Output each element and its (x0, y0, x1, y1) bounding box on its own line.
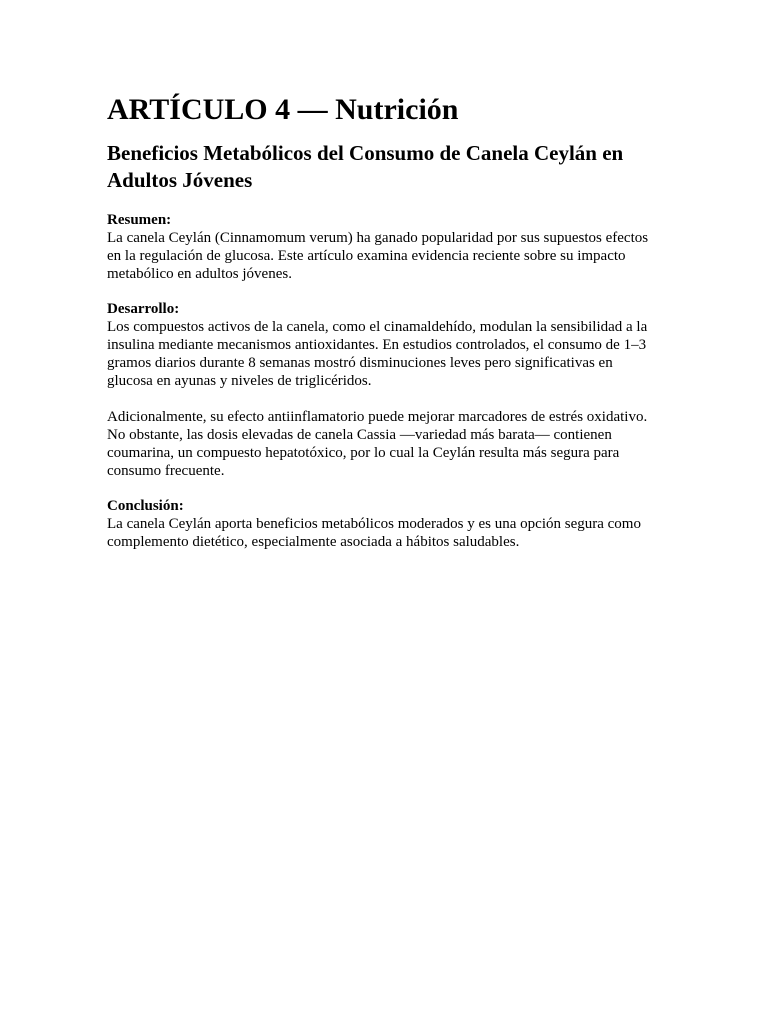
resumen-paragraph: La canela Ceylán (Cinnamomum verum) ha ganado popularidad por sus supuestos efectos en la regulación de glucosa. Este artículo examina evidencia reciente sobre su impacto metabólico en adultos jóvenes. (107, 230, 649, 282)
section-resumen (107, 211, 659, 283)
desarrollo-paragraph-2: Adicionalmente, su efecto antiinflamatorio puede mejorar marcadores de estrés oxidativo. No obstante, las dosis elevadas de canela Cassia —variedad más barata— contienen coumarina, un compuesto hepatotóxico, por lo cual la Ceylán resulta más segura para consumo frecuente. (107, 409, 648, 479)
conclusion-paragraph: La canela Ceylán aporta beneficios metabólicos moderados y es una opción segura como complemento dietético, especialmente asociada a hábitos saludables. (107, 516, 641, 550)
section-heading-desarrollo: Desarrollo: (107, 301, 180, 317)
section-desarrollo (107, 300, 659, 480)
section-heading-conclusion: Conclusión: (107, 498, 184, 514)
document-page (107, 92, 659, 551)
section-heading-resumen: Resumen: (107, 212, 172, 228)
desarrollo-paragraph-1: Los compuestos activos de la canela, como el cinamaldehído, modulan la sensibilidad a la insulina mediante mecanismos antioxidantes. En estudios controlados, el consumo de 1–3 gramos diarios durante 8 semanas mostró disminuciones leves pero significativas en glucosa en ayunas y niveles de triglicéridos. (107, 319, 648, 389)
article-subtitle: Beneficios Metabólicos del Consumo de Canela Ceylán en Adultos Jóvenes (107, 141, 624, 192)
article-title: ARTÍCULO 4 — Nutrición (107, 93, 459, 126)
section-conclusion (107, 497, 659, 551)
